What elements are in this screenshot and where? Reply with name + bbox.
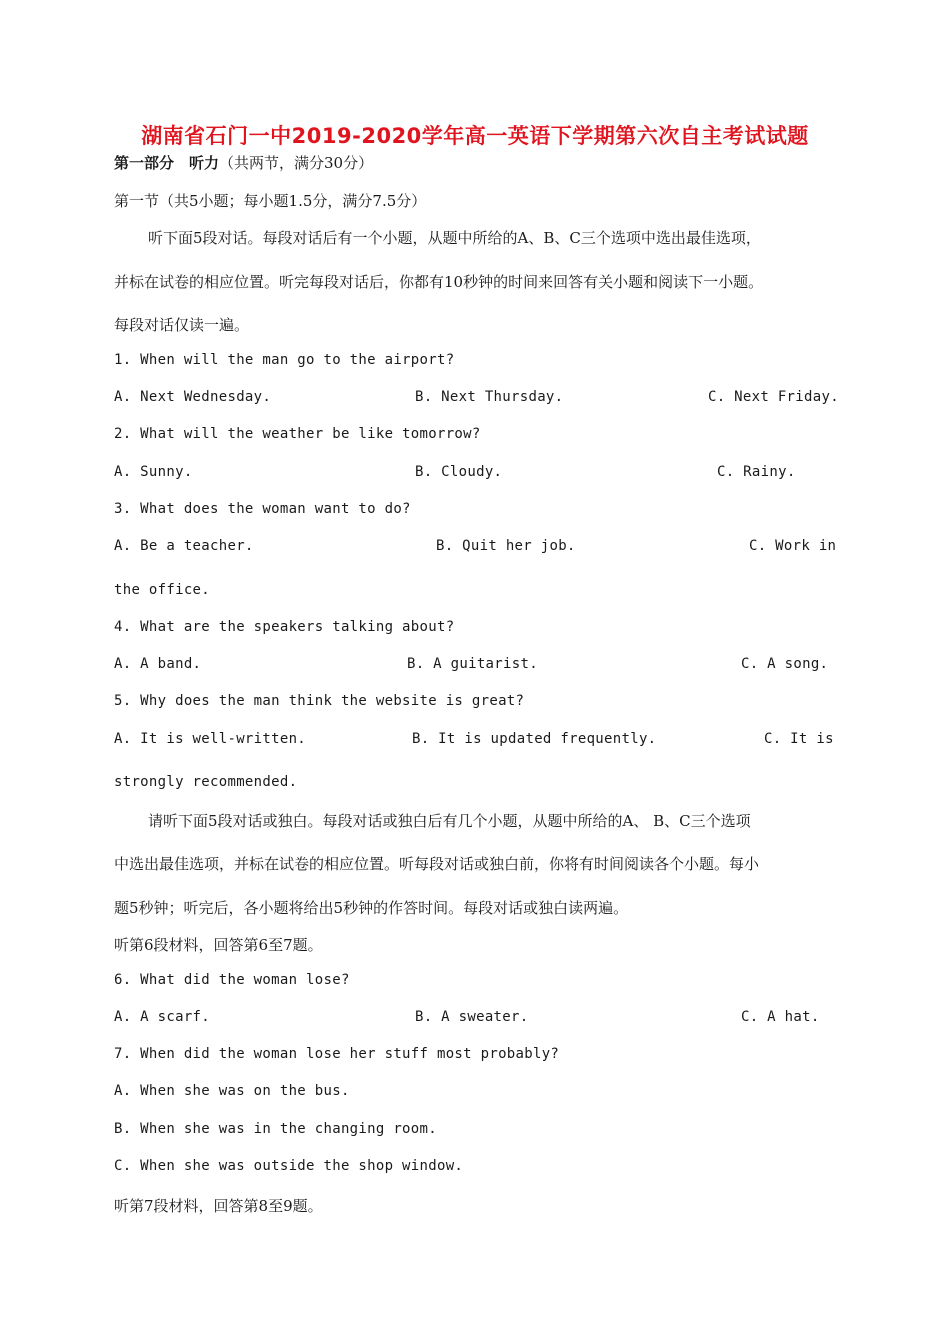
q7-option-c: C. When she was outside the shop window. [114, 1158, 464, 1174]
q3-option-b: B. Quit her job. [436, 538, 576, 554]
q6-option-c: C. A hat. [741, 1009, 820, 1025]
q6-option-b: B. A sweater. [415, 1009, 529, 1025]
section2-instruction-2: 中选出最佳选项，并标在试卷的相应位置。听每段对话或独白前，你将有时间阅读各个小题。每小 [114, 855, 760, 873]
q5-option-b: B. It is updated frequently. [412, 731, 657, 747]
material-6-label: 听第6段材料，回答第6至7题。 [114, 936, 323, 954]
q3-option-c-continued: the office. [114, 582, 211, 598]
part1-note: （共两节，满分30分） [219, 154, 374, 172]
document-title: 湖南省石门一中2019-2020学年高一英语下学期第六次自主考试试题 [141, 124, 809, 148]
question-3: 3. What does the woman want to do? [114, 501, 411, 517]
q5-option-c-continued: strongly recommended. [114, 774, 298, 790]
question-7: 7. When did the woman lose her stuff most probably? [114, 1046, 560, 1062]
part1-heading: 第一部分 听力 [114, 154, 220, 172]
section1-instruction-1: 听下面5段对话。每段对话后有一个小题，从题中所给的A、B、C三个选项中选出最佳选项， [148, 229, 761, 247]
material-7-label: 听第7段材料，回答第8至9题。 [114, 1197, 323, 1215]
section2-instruction-3: 题5秒钟；听完后，各小题将给出5秒钟的作答时间。每段对话或独白读两遍。 [114, 899, 629, 917]
q3-option-c: C. Work in [749, 538, 837, 554]
q4-option-b: B. A guitarist. [407, 656, 538, 672]
q1-option-a: A. Next Wednesday. [114, 389, 272, 405]
section1-instruction-3: 每段对话仅读一遍。 [114, 316, 250, 334]
q6-option-a: A. A scarf. [114, 1009, 211, 1025]
q1-option-b: B. Next Thursday. [415, 389, 564, 405]
section1-heading: 第一节（共5小题；每小题1.5分，满分7.5分） [114, 192, 427, 210]
q7-option-b: B. When she was in the changing room. [114, 1121, 437, 1137]
question-1: 1. When will the man go to the airport? [114, 352, 455, 368]
section1-instruction-2: 并标在试卷的相应位置。听完每段对话后，你都有10秒钟的时间来回答有关小题和阅读下一小题。 [114, 273, 764, 291]
question-6: 6. What did the woman lose? [114, 972, 350, 988]
q5-option-a: A. It is well-written. [114, 731, 307, 747]
q2-option-c: C. Rainy. [717, 464, 796, 480]
q2-option-a: A. Sunny. [114, 464, 193, 480]
question-2: 2. What will the weather be like tomorrow? [114, 426, 481, 442]
q7-option-a: A. When she was on the bus. [114, 1083, 350, 1099]
q4-option-a: A. A band. [114, 656, 202, 672]
section2-instruction-1: 请听下面5段对话或独白。每段对话或独白后有几个小题，从题中所给的A、 B、C三个选项 [148, 812, 751, 830]
q4-option-c: C. A song. [741, 656, 829, 672]
q1-option-c: C. Next Friday. [708, 389, 839, 405]
q2-option-b: B. Cloudy. [415, 464, 503, 480]
q3-option-a: A. Be a teacher. [114, 538, 254, 554]
q5-option-c: C. It is [764, 731, 834, 747]
question-4: 4. What are the speakers talking about? [114, 619, 455, 635]
part1-heading-line [114, 152, 373, 173]
question-5: 5. Why does the man think the website is great? [114, 693, 525, 709]
